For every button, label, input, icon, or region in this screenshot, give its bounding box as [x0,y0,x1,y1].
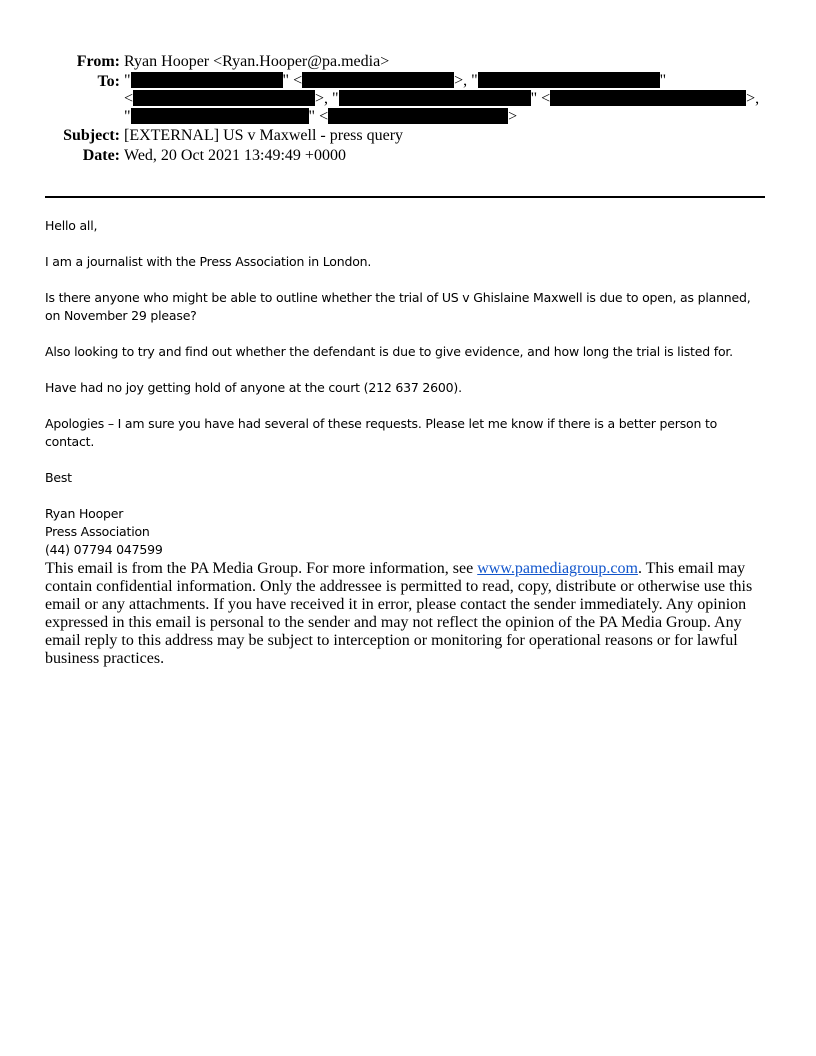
redaction-block [302,72,454,88]
redaction-block [133,90,315,106]
signature-name: Ryan Hooper [45,506,124,521]
body-paragraph: Is there anyone who might be able to outline whether the trial of US v Ghislaine Maxwell is due to open, as planned, on November 29 please? [45,290,751,323]
header-divider [45,196,765,198]
redaction-block [478,72,660,88]
subject-value: [EXTERNAL] US v Maxwell - press query [124,127,404,144]
greeting: Hello all, [45,218,98,233]
from-label: From: [76,53,120,70]
signoff: Best [45,470,72,485]
subject-row [0,126,816,146]
redaction-block [131,72,283,88]
redaction-block [131,108,309,124]
email-body [45,217,767,577]
from-row [0,52,816,72]
signature-organization: Press Association [45,524,150,539]
redaction-block [328,108,508,124]
signature [45,505,767,559]
legal-disclaimer [45,560,767,668]
to-recipients-line-3: " " < > [124,108,518,125]
body-paragraph: I am a journalist with the Press Association in London. [45,254,372,269]
body-paragraph: Have had no joy getting hold of anyone at the court (212 637 2600). [45,380,462,395]
date-row [0,146,816,166]
body-paragraph: Apologies – I am sure you have had several of these requests. Please let me know if there is a better person to contact. [45,416,718,449]
from-value: Ryan Hooper <Ryan.Hooper@pa.media> [124,53,390,70]
pamediagroup-link[interactable]: www.pamediagroup.com [477,560,638,577]
email-header [0,52,816,166]
disclaimer-text-start: This email is from the PA Media Group. For more information, see [45,560,478,577]
signature-phone: (44) 07794 047599 [45,542,163,557]
body-paragraph: Also looking to try and find out whether the defendant is due to give evidence, and how long the trial is listed for. [45,344,733,359]
to-row [0,72,816,126]
date-value: Wed, 20 Oct 2021 13:49:49 +0000 [124,147,346,164]
redaction-block [550,90,746,106]
to-recipients-line-1: " " < >, " " [124,72,667,89]
to-recipients [124,72,816,126]
subject-label: Subject: [63,127,120,144]
to-recipients-line-2: < >, " " < >, [124,90,760,107]
date-label: Date: [82,147,120,164]
to-label: To: [97,73,120,90]
disclaimer-text-end: . This email may contain confidential information. Only the addressee is permitted to read, copy, distribute or otherwise use this email or any attachments. If you have received it in error, please contact the sender immediately. Any opinion expressed in this email is personal to the sender and may not reflect the opinion of the PA Media Group. Any email reply to this address may be subject to interception or monitoring for operational reasons or for lawful business practices. [45,560,753,667]
redaction-block [339,90,531,106]
